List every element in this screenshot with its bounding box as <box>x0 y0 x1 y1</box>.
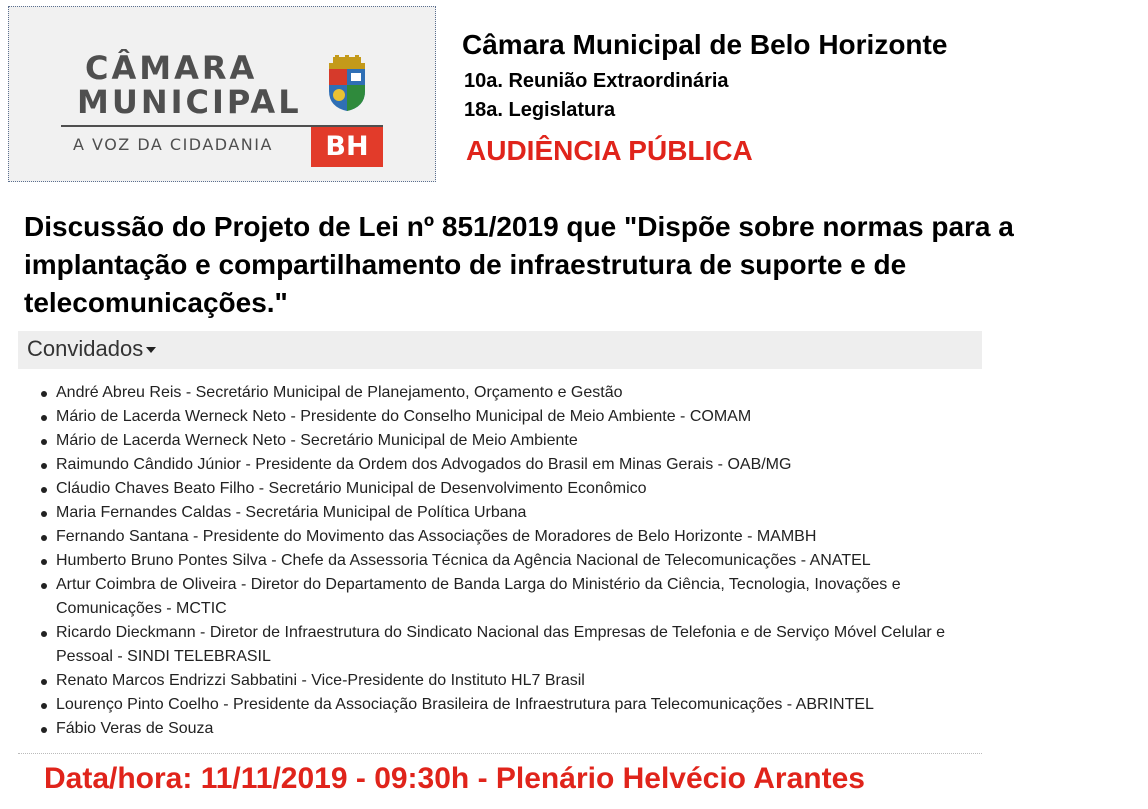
list-item: Raimundo Cândido Júnior - Presidente da Ordem dos Advogados do Brasil em Minas Gerais - OAB/MG <box>56 453 976 477</box>
list-item: Fábio Veras de Souza <box>56 717 976 741</box>
caret-down-icon <box>146 347 156 353</box>
list-item: Mário de Lacerda Werneck Neto - Secretário Municipal de Meio Ambiente <box>56 429 976 453</box>
legislature-label: 18a. Legislatura <box>464 99 616 121</box>
list-item: Maria Fernandes Caldas - Secretária Municipal de Política Urbana <box>56 501 976 525</box>
list-item: Mário de Lacerda Werneck Neto - Presidente do Conselho Municipal de Meio Ambiente - COMAM <box>56 405 976 429</box>
list-item: Humberto Bruno Pontes Silva - Chefe da Assessoria Técnica da Agência Nacional de Telecomunicações - ANATEL <box>56 549 976 573</box>
list-item: Renato Marcos Endrizzi Sabbatini - Vice-Presidente do Instituto HL7 Brasil <box>56 669 976 693</box>
event-datetime: Data/hora: 11/11/2019 - 09:30h - Plenário Helvécio Arantes <box>44 762 865 795</box>
city-coat-of-arms-icon <box>325 55 369 113</box>
logo-municipal-text: MUNICIPAL <box>77 83 302 121</box>
list-item: Cláudio Chaves Beato Filho - Secretário Municipal de Desenvolvimento Econômico <box>56 477 976 501</box>
list-item: André Abreu Reis - Secretário Municipal de Planejamento, Orçamento e Gestão <box>56 381 976 405</box>
guests-label: Convidados <box>27 336 144 361</box>
logo-camara-text: CÂMARA <box>85 49 258 87</box>
page-title: Discussão do Projeto de Lei nº 851/2019 que "Dispõe sobre normas para a implantação e compartilhamento de infraestrutura de suporte e de telecomunicações." <box>24 211 1014 318</box>
section-divider <box>18 753 982 754</box>
list-item: Lourenço Pinto Coelho - Presidente da Associação Brasileira de Infraestrutura para Telecomunicações - ABRINTEL <box>56 693 976 717</box>
list-item: Artur Coimbra de Oliveira - Diretor do Departamento de Banda Larga do Ministério da Ciência, Tecnologia, Inovações e Comunicações - MCTIC <box>56 573 976 621</box>
logo-tagline: A VOZ DA CIDADANIA <box>73 135 273 154</box>
guest-list <box>56 381 976 741</box>
meeting-label: 10a. Reunião Extraordinária <box>464 70 729 92</box>
org-title: Câmara Municipal de Belo Horizonte <box>462 29 948 60</box>
list-item: Ricardo Dieckmann - Diretor de Infraestrutura do Sindicato Nacional das Empresas de Telefonia e de Serviço Móvel Celular e Pessoal - SINDI TELEBRASIL <box>56 621 976 669</box>
list-item: Fernando Santana - Presidente do Movimento das Associações de Moradores de Belo Horizonte - MAMBH <box>56 525 976 549</box>
guests-dropdown-toggle[interactable] <box>18 331 982 369</box>
logo-bh-badge: BH <box>311 127 383 167</box>
logo-box <box>8 6 436 182</box>
event-type: AUDIÊNCIA PÚBLICA <box>466 135 753 166</box>
